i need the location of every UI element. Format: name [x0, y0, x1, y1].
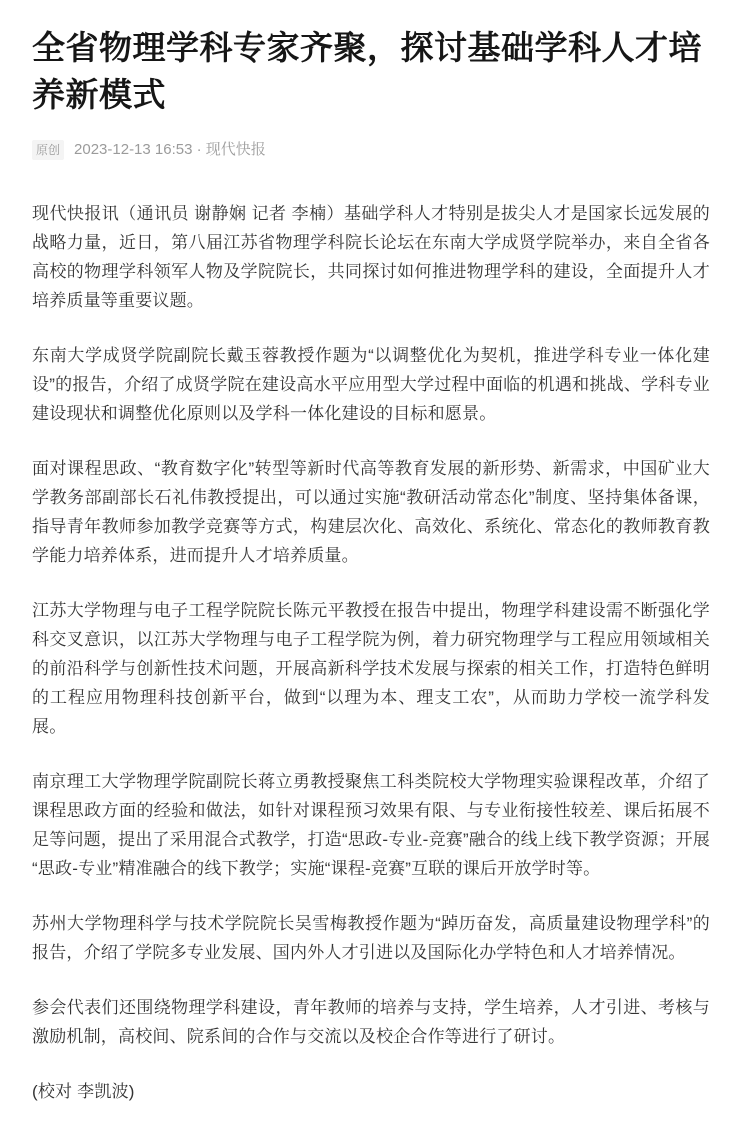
article-paragraph-jiangsu-univ: 江苏大学物理与电子工程学院院长陈元平教授在报告中提出，物理学科建设需不断强化学科交叉意识，以江苏大学物理与电子工程学院为例，着力研究物理学与工程应用领域相关的前沿科学与创新性技术问题，开展高新科学技术发展与探索的相关工作，打造特色鲜明的工程应用物理科技创新平台，做到“以理为本、理支工农”，从而助力学校一流学科发展。	[32, 601, 710, 736]
article-paragraph-discussion: 参会代表们还围绕物理学科建设，青年教师的培养与支持，学生培养，人才引进、考核与激励机制，高校间、院系间的合作与交流以及校企合作等进行了研讨。	[32, 998, 710, 1046]
article-dateline: 2023-12-13 16:53 · 现代快报	[74, 141, 266, 158]
article-title: 全省物理学科专家齐聚，探讨基础学科人才培养新模式	[32, 29, 702, 113]
article-proofreader: (校对 李凯波)	[32, 1082, 135, 1101]
article-body	[32, 199, 710, 1106]
article-paragraph-seu-chengxian: 东南大学成贤学院副院长戴玉蓉教授作题为“以调整优化为契机，推进学科专业一体化建设”的报告，介绍了成贤学院在建设高水平应用型大学过程中面临的机遇和挑战、学科专业建设现状和调整优化原则以及学科一体化建设的目标和愿景。	[32, 346, 710, 423]
article-paragraph-cumt: 面对课程思政、“教育数字化”转型等新时代高等教育发展的新形势、新需求，中国矿业大学教务部副部长石礼伟教授提出，可以通过实施“教研活动常态化”制度、坚持集体备课，指导青年教师参加教学竞赛等方式，构建层次化、高效化、系统化、常态化的教师教育教学能力培养体系，进而提升人才培养质量。	[32, 459, 710, 565]
article-meta	[32, 139, 710, 160]
article-paragraph-intro: 现代快报讯（通讯员 谢静娴 记者 李楠）基础学科人才特别是拔尖人才是国家长远发展的战略力量，近日，第八届江苏省物理学科院长论坛在东南大学成贤学院举办，来自全省各高校的物理学科领军人物及学院院长，共同探讨如何推进物理学科的建设，全面提升人才培养质量等重要议题。	[32, 204, 710, 310]
article-paragraph-njust: 南京理工大学物理学院副院长蒋立勇教授聚焦工科类院校大学物理实验课程改革，介绍了课程思政方面的经验和做法，如针对课程预习效果有限、与专业衔接性较差、课后拓展不足等问题，提出了采用混合式教学，打造“思政-专业-竞赛”融合的线上线下教学资源；开展“思政-专业”精准融合的线下教学；实施“课程-竞赛”互联的课后开放学时等。	[32, 772, 710, 878]
original-badge: 原创	[32, 140, 64, 160]
article-paragraph-suzhou-univ: 苏州大学物理科学与技术学院院长吴雪梅教授作题为“踔历奋发，高质量建设物理学科”的报告，介绍了学院多专业发展、国内外人才引进以及国际化办学特色和人才培养情况。	[32, 914, 710, 962]
